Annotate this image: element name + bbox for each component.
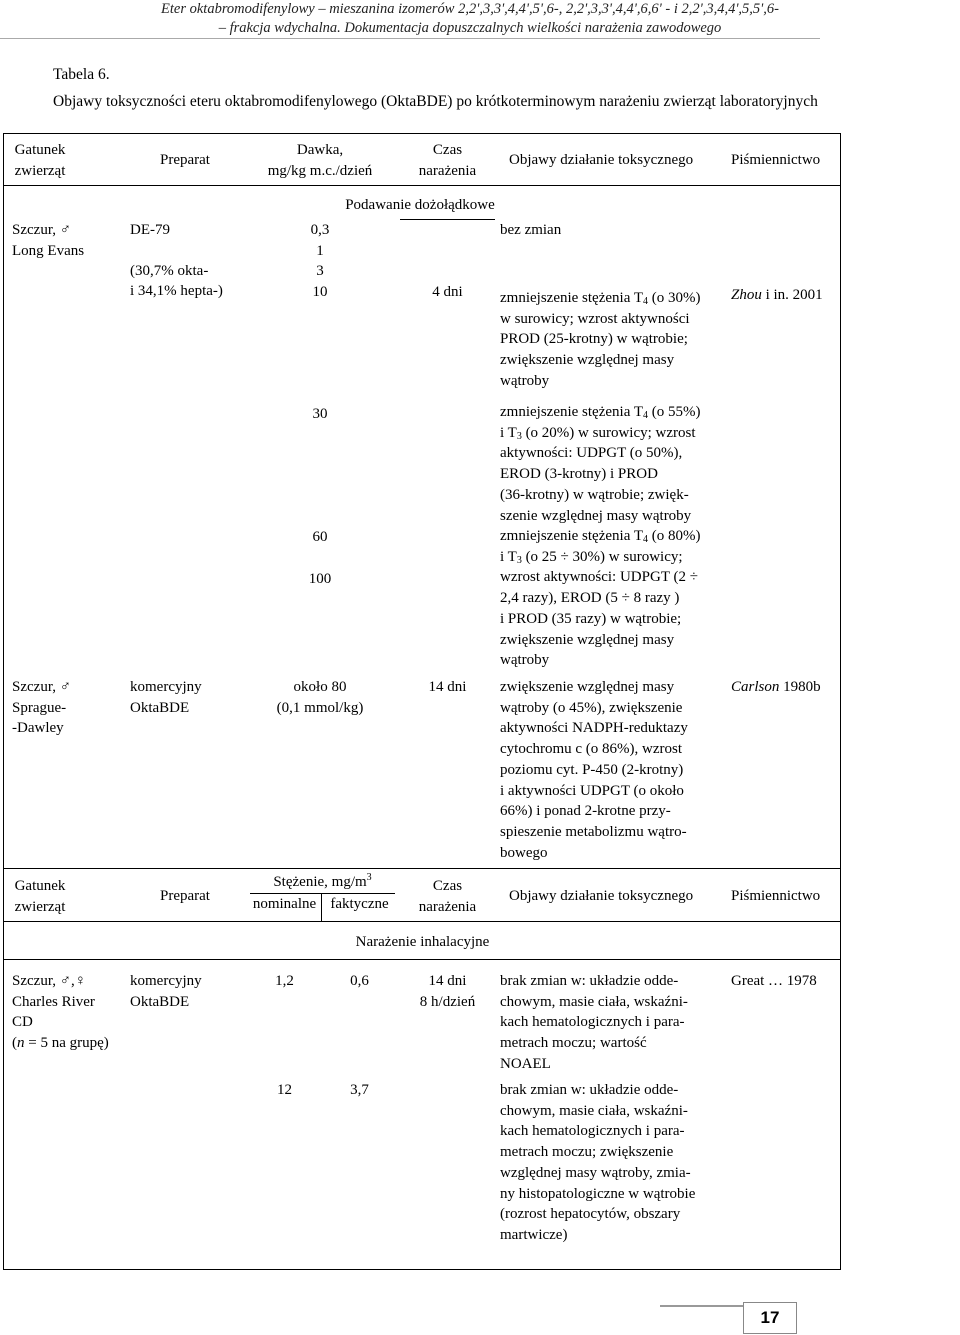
header-right-border (840, 133, 841, 186)
oral-row1-effect-a: bez zmian (500, 222, 562, 238)
oral-row1c-dose-100: 100 (308, 571, 332, 587)
header2-references: Piśmiennictwo (731, 888, 821, 904)
table-left-border (3, 185, 4, 1270)
oral-row1-effect-b: zmniejszenie stężenia $T_4$ (o 30%) w surowicy; wzrost aktywności PROD (25-krotny) w wątrobie; zwiększenie względnej masy wątroby (500, 290, 701, 389)
header-dose: Dawka, mg/kg m.c./dzień (267, 142, 373, 179)
oral-row2-reference: Carlson 1980b (731, 679, 821, 695)
header-left-border (3, 133, 4, 186)
running-header (120, 0, 820, 38)
inhal-row2-nominal: 12 (277, 1082, 292, 1098)
header-effects: Objawy działanie toksycznego (509, 152, 694, 168)
header-species: Gatunek zwierząt (14, 142, 66, 179)
header2-concentration: Stężenie, $mg/m^3$ (273, 872, 372, 890)
header-time: Czas narażenia (418, 142, 477, 179)
inhal-preparation: komercyjny OktaBDE (130, 973, 202, 1010)
running-header-line-2: – frakcja wdychalna. Dokumentacja dopuszczalnych wielkości narażenia zawodowego (218, 20, 722, 36)
header2-species: Gatunek zwierząt (14, 878, 66, 915)
oral-row1-reference: Zhou i in. 2001 (731, 287, 823, 303)
header2-bottom-border (3, 921, 840, 922)
header2-time: Czas narażenia (418, 878, 477, 915)
oral-row2-dose: około 80 (0,1 mmol/kg) (276, 679, 364, 716)
table-caption: Objawy toksyczności eteru oktabromodifenylowego (OktaBDE) po krótkoterminowym narażeniu zwierząt laboratoryjnych (53, 93, 818, 110)
oral-row1c-effects: zmniejszenie stężenia $T_4$ (o 80%) i $T_3$ (o 25 ÷ 30%) w surowicy; wzrost aktywności: UDPGT (2 ÷ 2,4 razy), EROD (5 ÷ 8 razy ) i PROD (35 razy) w wątrobie; zwiększenie względnej masy wątroby (500, 528, 701, 669)
table-right-border (840, 185, 841, 1270)
inhal-species: Szczur, ♂,♀ Charles River CD (n = 5 na grupę) (12, 973, 109, 1052)
inhal-row1-nominal: 1,2 (275, 973, 294, 989)
header-bottom-border (3, 185, 840, 186)
oral-row2-time: 14 dni (428, 679, 467, 695)
header-rule (0, 38, 820, 39)
header-references: Piśmiennictwo (731, 152, 821, 168)
oral-row2-effects: zwiększenie względnej masy wątroby (o 45%), zwiększenie aktywności NADPH-reduktazy cytochromu c (o 86%), wzrost poziomu cyt. P-450 (2-krotny) i aktywności UDPGT (o około 66%) i ponad 2-krotne przy- spieszenie metabolizmu wątro- bowego (500, 679, 688, 861)
oral-row1b-effects: zmniejszenie stężenia $T_4$ (o 55%) i $T_3$ (o 20%) w surowicy; wzrost aktywności: UDPGT (o 50%), EROD (3-krotny) i PROD (36-krotny) w wątrobie; zwięk- szenie względnej masy wątroby (500, 404, 701, 524)
section-inhalation-title: Narażenie inhalacyjne (355, 934, 490, 950)
header2-effects: Objawy działanie toksycznego (509, 888, 694, 904)
oral-row1-time: 4 dni (432, 284, 463, 300)
oral-row1-doses: 0,3 1 3 10 (310, 222, 330, 301)
table-label: Tabela 6. (53, 66, 110, 83)
page-number-rule (660, 1305, 743, 1307)
section-inhalation-rule (3, 959, 840, 960)
inhal-row2-actual: 3,7 (350, 1082, 369, 1098)
oral-row1-preparation: DE-79 (30,7% okta- i 34,1% hepta-) (130, 222, 223, 300)
inhal-row1-reference: Great … 1978 (731, 973, 817, 989)
inhal-row1-actual: 0,6 (350, 973, 369, 989)
running-header-line-1: Eter oktabromodifenylowy – mieszanina izomerów 2,2',3,3',4,4',5',6-, 2,2',3,3',4,4',6,6' - i 2,2',3,4,4',5,5',6- (161, 1, 779, 17)
table-top-border (3, 133, 840, 134)
inhal-row2-effects: brak zmian w: układzie odde- chowym, masie ciała, wskaźni- kach hematologicznych i para- metrach moczu; zwiększenie względnej masy wątroby, zmia- ny histopatologiczne w wątrobie (rozrost hepatocytów, obszary martwicze) (500, 1082, 696, 1243)
inhal-row1-effects: brak zmian w: układzie odde- chowym, masie ciała, wskaźni- kach hematologicznych i para- metrach moczu; wartość NOAEL (500, 973, 688, 1072)
header-preparation: Preparat (160, 152, 210, 168)
page-number: 17 (743, 1302, 797, 1334)
section-oral-title: Podawanie dożołądkowe (345, 197, 495, 213)
oral-row1-species: Szczur, ♂ Long Evans (12, 222, 85, 259)
section-oral-rule (400, 219, 495, 220)
oral-row1b-dose: 30 (312, 406, 328, 422)
oral-row2-preparation: komercyjny OktaBDE (130, 679, 202, 716)
oral-row1c-dose-60: 60 (312, 529, 328, 545)
header2-top-border (3, 868, 840, 869)
header2-preparation: Preparat (160, 888, 210, 904)
oral-row2-species: Szczur, ♂ Sprague- -Dawley (12, 679, 71, 737)
header2-actual: faktyczne (330, 896, 389, 912)
header2-nominal: nominalne (252, 896, 317, 912)
inhal-row1-time: 14 dni 8 h/dzień (419, 973, 476, 1010)
table-bottom-border (3, 1269, 840, 1270)
